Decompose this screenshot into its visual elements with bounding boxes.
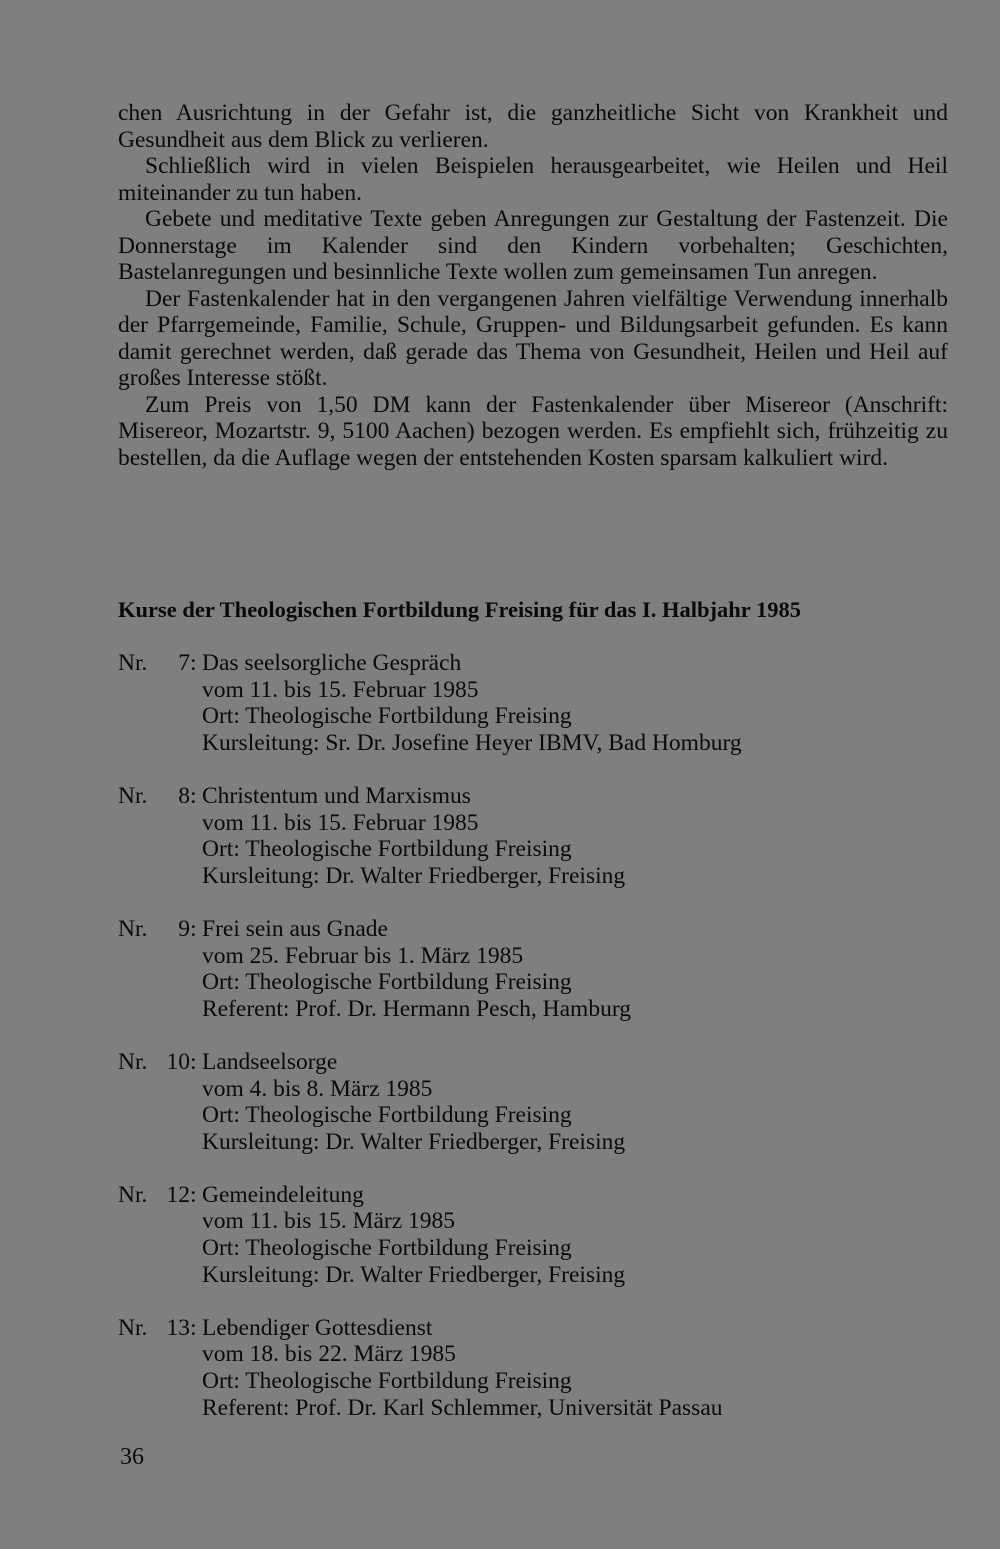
number-value: 8 <box>178 782 190 809</box>
course-info <box>202 650 742 756</box>
paragraph: Zum Preis von 1,50 DM kann der Fastenkalender über Misereor (Anschrift: Misereor, Mozartstr. 9, 5100 Aachen) bezogen werden. Es empfiehlt sich, frühzeitig zu bestellen, da die Auflage wegen der entstehenden Kosten sparsam kalkuliert wird. <box>118 391 948 471</box>
course-leader: Kursleitung: Dr. Walter Friedberger, Freising <box>202 1261 626 1288</box>
course-leader: Kursleitung: Dr. Walter Friedberger, Freising <box>202 862 626 889</box>
nr-label: Nr. <box>118 915 148 942</box>
nr-label: Nr. <box>118 1314 148 1341</box>
course-entry <box>118 1315 948 1421</box>
course-number <box>118 1315 202 1421</box>
course-number <box>118 783 202 889</box>
course-leader: Kursleitung: Sr. Dr. Josefine Heyer IBMV, Bad Homburg <box>202 729 742 756</box>
course-title: Lebendiger Gottesdienst <box>202 1314 433 1341</box>
nr-label: Nr. <box>118 1181 148 1208</box>
course-date: vom 11. bis 15. Februar 1985 <box>202 676 479 703</box>
course-number <box>118 1182 202 1288</box>
section-heading: Kurse der Theologischen Fortbildung Freising für das I. Halbjahr 1985 <box>118 597 802 622</box>
course-entry <box>118 1049 948 1155</box>
course-date: vom 11. bis 15. März 1985 <box>202 1208 456 1235</box>
number-value: 12 <box>166 1181 190 1208</box>
body-text <box>118 100 948 471</box>
course-info <box>202 783 625 889</box>
paragraph: Der Fastenkalender hat in den vergangenen Jahren vielfältige Verwendung innerhalb der Pfarrgemeinde, Familie, Schule, Gruppen- und Bildungsarbeit gefunden. Es kann damit gerechnet werden, daß gerade das Thema von Gesundheit, Heilen und Heil auf großes Interesse stößt. <box>118 285 948 391</box>
course-info <box>202 1049 625 1155</box>
course-list <box>118 650 948 1448</box>
course-info <box>202 1315 723 1421</box>
course-title: Das seelsorgliche Gespräch <box>202 650 462 676</box>
paragraph: chen Ausrichtung in der Gefahr ist, die ganzheitliche Sicht von Krankheit und Gesundheit aus dem Blick zu verlieren. <box>118 100 948 153</box>
course-date: vom 25. Februar bis 1. März 1985 <box>202 942 524 969</box>
course-number <box>118 650 202 756</box>
paragraph: Gebete und meditative Texte geben Anregungen zur Gestaltung der Fastenzeit. Die Donnerstage im Kalender sind den Kindern vorbehalten; Geschichten, Bastelanregungen und besinnliche Texte wollen zum gemeinsamen Tun anregen. <box>118 206 948 285</box>
course-info <box>202 1182 625 1288</box>
nr-label: Nr. <box>118 782 148 809</box>
colon: : <box>190 915 197 942</box>
course-entry <box>118 650 948 756</box>
course-entry <box>118 783 948 889</box>
course-location: Ort: Theologische Fortbildung Freising <box>202 1368 572 1395</box>
colon: : <box>190 1181 197 1208</box>
course-location: Ort: Theologische Fortbildung Freising <box>202 969 572 996</box>
course-leader: Kursleitung: Dr. Walter Friedberger, Freising <box>202 1128 626 1155</box>
colon: : <box>190 1314 197 1341</box>
course-date: vom 4. bis 8. März 1985 <box>202 1075 433 1102</box>
colon: : <box>190 782 197 809</box>
course-location: Ort: Theologische Fortbildung Freising <box>202 1102 572 1129</box>
course-number <box>118 916 202 1022</box>
paragraph: Schließlich wird in vielen Beispielen herausgearbeitet, wie Heilen und Heil miteinander zu tun haben. <box>118 153 948 206</box>
course-number <box>118 1049 202 1155</box>
number-value: 9 <box>178 915 190 942</box>
course-entry <box>118 916 948 1022</box>
course-date: vom 18. bis 22. März 1985 <box>202 1341 456 1368</box>
course-leader: Referent: Prof. Dr. Hermann Pesch, Hamburg <box>202 995 631 1022</box>
number-value: 10 <box>166 1048 190 1075</box>
course-date: vom 11. bis 15. Februar 1985 <box>202 809 479 836</box>
number-value: 13 <box>166 1314 190 1341</box>
course-location: Ort: Theologische Fortbildung Freising <box>202 836 572 863</box>
course-title: Gemeindeleitung <box>202 1181 364 1208</box>
colon: : <box>190 1048 197 1075</box>
nr-label: Nr. <box>118 1048 148 1075</box>
course-info <box>202 916 631 1022</box>
nr-label: Nr. <box>118 650 148 676</box>
course-title: Christentum und Marxismus <box>202 782 471 809</box>
course-title: Landseelsorge <box>202 1048 338 1075</box>
colon: : <box>190 650 197 676</box>
course-title: Frei sein aus Gnade <box>202 915 388 942</box>
number-value: 7 <box>178 650 190 676</box>
course-entry <box>118 1182 948 1288</box>
course-location: Ort: Theologische Fortbildung Freising <box>202 1235 572 1262</box>
page-number: 36 <box>120 1444 144 1470</box>
course-location: Ort: Theologische Fortbildung Freising <box>202 703 572 730</box>
course-leader: Referent: Prof. Dr. Karl Schlemmer, Universität Passau <box>202 1394 723 1421</box>
